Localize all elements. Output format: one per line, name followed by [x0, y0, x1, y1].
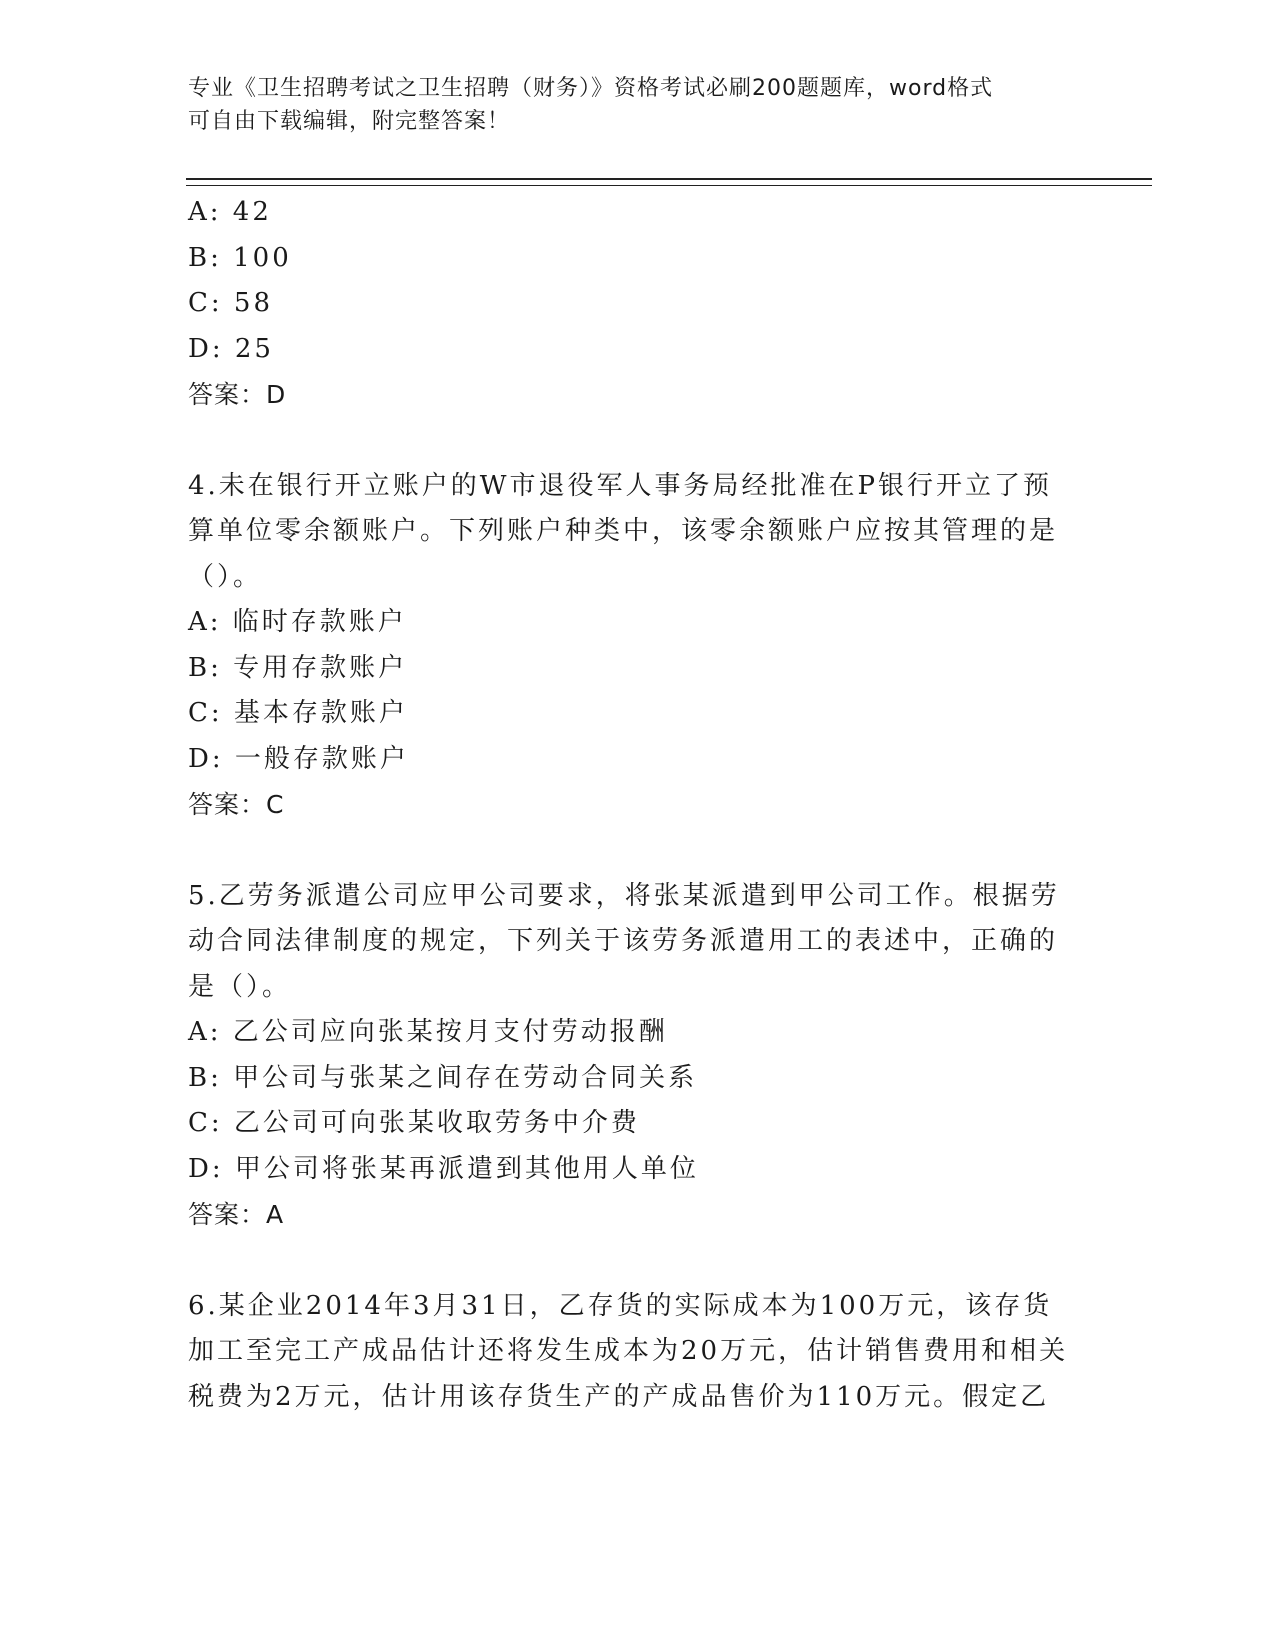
- header-line-2: 可自由下载编辑，附完整答案！: [188, 109, 511, 134]
- option-d: D: 25: [188, 333, 274, 364]
- option-c: C: 乙公司可向张某收取劳务中介费: [188, 1108, 640, 1138]
- answer-line: 答案：A: [188, 1200, 285, 1229]
- option-b: B: 甲公司与张某之间存在劳动合同关系: [188, 1062, 698, 1093]
- question-stem: 6.某企业2014年3月31日，乙存货的实际成本为100万元，该存货 加工至完工产成品估计还将发生成本为20万元，估计销售费用和相关 税费为2万元，估计用该存货生产的产成品售价为110万元。假定乙: [188, 1290, 1069, 1412]
- question-5-block: [188, 874, 1088, 1238]
- question-4-block: [188, 464, 1088, 828]
- question-stem: 4.未在银行开立账户的W市退役军人事务局经批准在P银行开立了预 算单位零余额账户。下列账户种类中，该零余额账户应按其管理的是 （）。: [188, 470, 1059, 592]
- header-divider: [186, 178, 1152, 186]
- option-b: B: 专用存款账户: [188, 652, 408, 683]
- option-d: D: 甲公司将张某再派遣到其他用人单位: [188, 1153, 699, 1184]
- document-header: [188, 72, 1088, 138]
- option-c: C: 基本存款账户: [188, 698, 408, 728]
- option-d: D: 一般存款账户: [188, 743, 409, 774]
- answer-line: 答案：C: [188, 790, 285, 819]
- answer-line: 答案：D: [188, 380, 287, 409]
- question-6-block: [188, 1284, 1088, 1421]
- header-line-1: 专业《卫生招聘考试之卫生招聘（财务）》资格考试必刷200题题库，word格式: [188, 76, 994, 101]
- question-stem: 5.乙劳务派遣公司应甲公司要求，将张某派遣到甲公司工作。根据劳 动合同法律制度的规定，下列关于该劳务派遣用工的表述中，正确的 是（）。: [188, 880, 1060, 1002]
- option-b: B: 100: [188, 242, 292, 273]
- question-content: [188, 190, 1088, 1420]
- option-a: A: 乙公司应向张某按月支付劳动报酬: [188, 1017, 668, 1047]
- question-3-block: [188, 190, 1088, 418]
- option-a: A: 42: [188, 197, 272, 227]
- option-c: C: 58: [188, 288, 274, 318]
- option-a: A: 临时存款账户: [188, 607, 407, 637]
